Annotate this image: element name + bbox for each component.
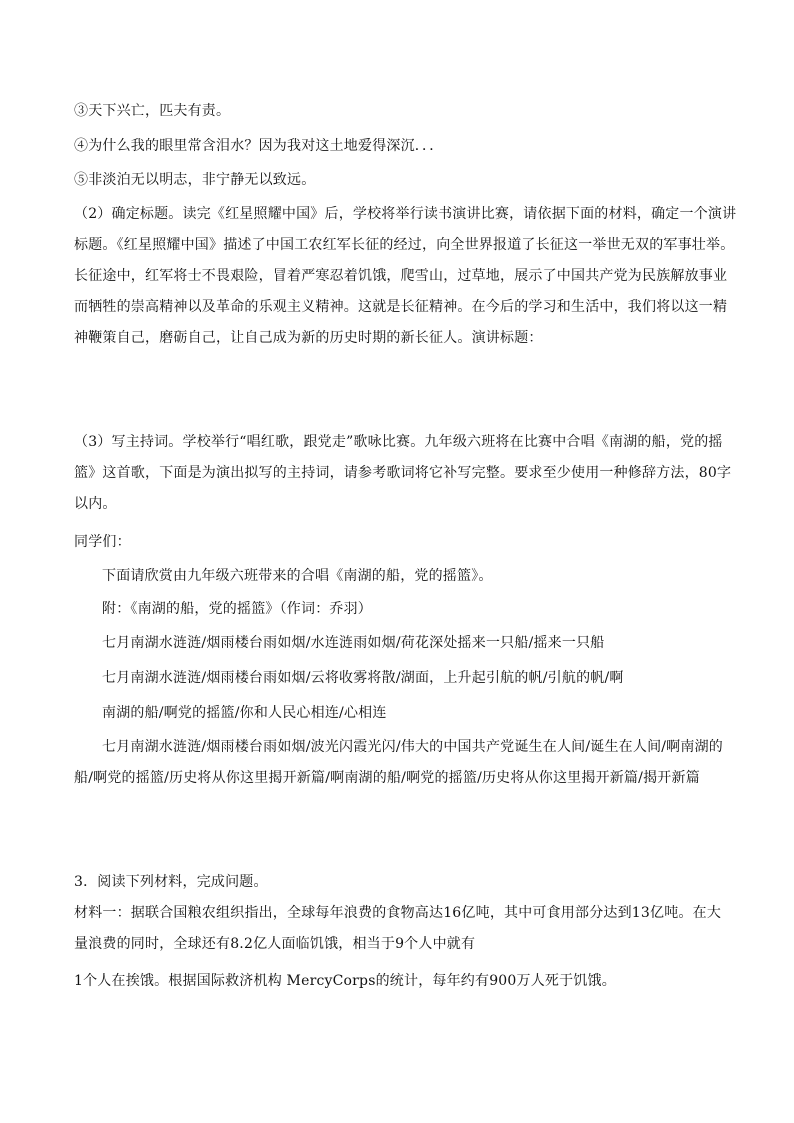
list-item-5: ⑤非淡泊无以明志，非宁静无以致远。 <box>74 172 316 188</box>
lyric-line-3: 南湖的船/啊党的摇篮/你和人民心相连/心相连 <box>102 705 387 721</box>
material1-line-2: 量浪费的同时，全球还有8.2亿人面临饥饿，相当于9个人中就有 <box>74 936 476 952</box>
q2-line-4: 而牺牲的崇高精神以及革命的乐观主义精神。这就是长征精神。在今后的学习和生活中，我们将以这一精 <box>74 299 728 315</box>
q3-line-3: 以内。 <box>74 496 117 512</box>
q2-line-1: （2）确定标题。读完《红星照耀中国》后，学校将举行读书演讲比赛，请依据下面的材料，确定一个演讲 <box>74 206 737 222</box>
q2-line-5: 神鞭策自己，磨砺自己，让自己成为新的历史时期的新长征人。演讲标题： <box>74 330 543 346</box>
list-item-4: ④为什么我的眼里常含泪水？因为我对这土地爱得深沉．．． <box>74 138 444 154</box>
lyric-line-4a: 七月南湖水涟涟/烟雨楼台雨如烟/波光闪霞光闪/伟大的中国共产党诞生在人间/诞生在人间/啊南湖的 <box>102 739 723 755</box>
lyric-line-4b: 船/啊党的摇篮/历史将从你这里揭开新篇/啊南湖的船/啊党的摇篮/历史将从你这里揭开新篇/揭开新篇 <box>74 770 700 786</box>
q2-line-2: 标题。《红星照耀中国》描述了中国工农红军长征的经过，向全世界报道了长征这一举世无双的军事壮举。 <box>74 237 735 253</box>
q3-line-2: 篮》这首歌，下面是为演出拟写的主持词，请参考歌词将它补写完整。要求至少使用一种修辞方法，80字 <box>74 465 732 481</box>
material1-line-1: 材料一：据联合国粮农组织指出，全球每年浪费的食物高达16亿吨，其中可食用部分达到13亿吨。在大 <box>74 905 722 921</box>
lyric-line-2: 七月南湖水涟涟/烟雨楼台雨如烟/云将收雾将散/湖面，上升起引航的帆/引航的帆/啊 <box>102 670 624 686</box>
q-three-heading: 3．阅读下列材料，完成问题。 <box>74 874 268 890</box>
material1-line-3: 1个人在挨饿。根据国际救济机构 MercyCorps的统计，每年约有900万人死于饥饿。 <box>74 973 616 989</box>
list-item-3: ③天下兴亡，匹夫有责。 <box>74 103 231 119</box>
q3-intro: 下面请欣赏由九年级六班带来的合唱《南湖的船，党的摇篮》。 <box>102 568 493 584</box>
q2-line-3: 长征途中，红军将士不畏艰险，冒着严寒忍着饥饿，爬雪山，过草地，展示了中国共产党为民族解放事业 <box>74 268 728 284</box>
q3-attach: 附：《南湖的船，党的摇篮》（作词：乔羽） <box>102 601 372 617</box>
lyric-line-1: 七月南湖水涟涟/烟雨楼台雨如烟/水连涟雨如烟/荷花深处摇来一只船/摇来一只船 <box>102 635 605 651</box>
q3-line-1: （3）写主持词。学校举行“唱红歌，跟党走”歌咏比赛。九年级六班将在比赛中合唱《南湖的船，党的摇 <box>74 434 723 450</box>
q3-greeting: 同学们： <box>74 534 131 550</box>
